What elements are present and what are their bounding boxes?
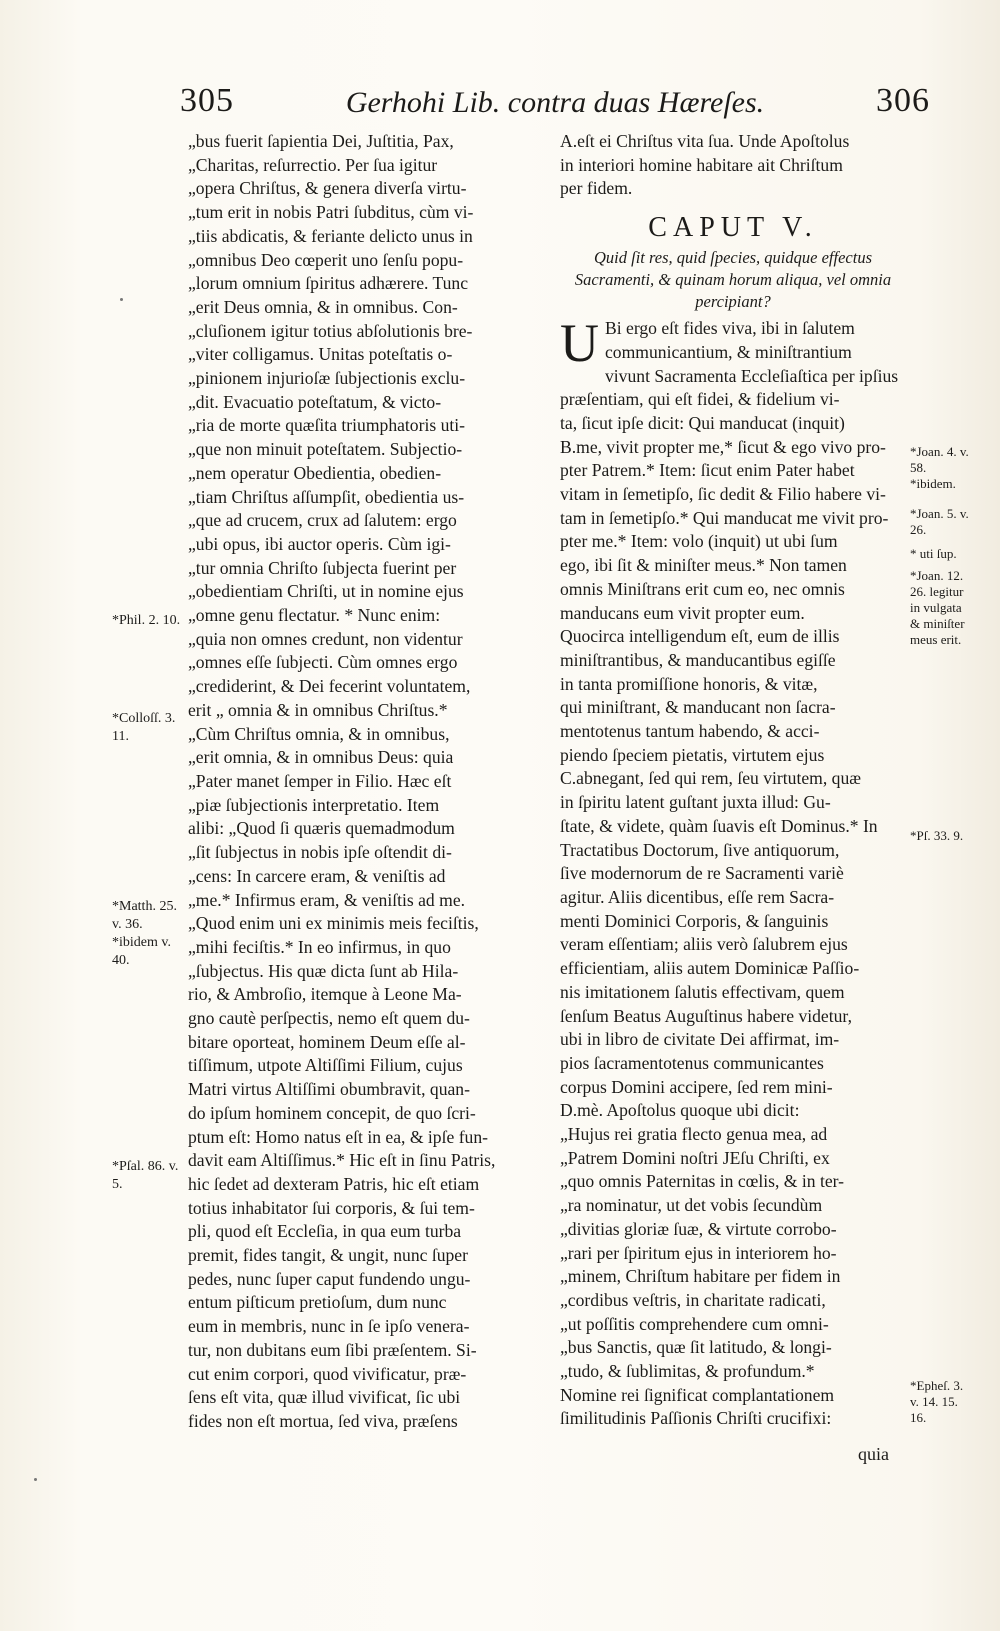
text-line: veram eſſentiam; aliis verò ſalubrem ejus — [560, 934, 848, 955]
text-line: alibi: „Quod ſi quæris quemadmodum — [188, 818, 455, 839]
text-line: totius inhabitator ſui corporis, & ſui tem- — [188, 1197, 475, 1218]
page-number-left: 305 — [180, 82, 234, 119]
text-line: ſtate, & videte, quàm ſuavis eſt Dominus.* In — [560, 815, 878, 836]
text-line: menti Dominici Corporis, & ſanguinis — [560, 910, 829, 931]
text-line: qui miniſtrant, & manducant non ſacra- — [560, 697, 836, 718]
text-line: Quocirca intelligendum eſt, eum de illis — [560, 626, 840, 647]
text-line: ſimilitudinis Paſſionis Chriſti crucifixi: — [560, 1408, 832, 1429]
text-line: efficientiam, aliis autem Dominicæ Paſſio- — [560, 958, 860, 979]
text-line: pter me.* Item: volo (inquit) ut ubi ſum — [560, 531, 838, 552]
chapter-title: CAPUT V. — [648, 212, 818, 244]
text-line: C.abnegant, ſed qui rem, ſeu virtutem, quæ — [560, 768, 861, 789]
margin-note-right-5: *Pſ. 33. 9. — [910, 828, 964, 843]
text-line: „Patrem Domini noſtri JEſu Chriſti, ex — [560, 1147, 830, 1168]
text-line: vivunt Sacramenta Eccleſiaſtica per ipſius — [605, 365, 899, 386]
text-line: „me.* Infirmus eram, & veniſtis ad me. — [188, 889, 466, 910]
text-line: „tiis abdicatis, & feriante delicto unus in — [188, 225, 473, 246]
text-line: A.eſt ei Chriſtus vita ſua. Unde Apoſtolus — [560, 131, 850, 151]
text-line: nis imitationem ſalutis effectivam, quem — [560, 981, 845, 1002]
text-line: manducans eum vivit propter eum. — [560, 602, 805, 623]
text-line: „ra nominatur, ut det vobis ſecundùm — [560, 1195, 823, 1216]
text-line: in ſpiritu latent guſtant juxta illud: Gu- — [560, 792, 831, 813]
text-line: piendo ſpeciem pietatis, virtutem ejus — [560, 744, 825, 765]
text-line: davit eam Altiſſimus.* Hic eſt in ſinu Patris, — [188, 1150, 496, 1171]
text-line: rio, & Ambroſio, itemque à Leone Ma- — [188, 984, 462, 1005]
margin-note-left-4: *Pſal. 86. v. 5. — [112, 1159, 179, 1192]
text-line: „que non minuit poteſtatem. Subjectio- — [188, 439, 463, 460]
paper-speck — [34, 1478, 37, 1481]
text-line: „viter colligamus. Unitas poteſtatis o- — [188, 344, 453, 365]
text-line: „erit Deus omnia, & in omnibus. Con- — [188, 296, 458, 317]
text-line: Tractatibus Doctorum, ſive antiquorum, — [560, 839, 840, 860]
text-line: „quia non omnes credunt, non videntur — [188, 628, 463, 649]
text-line: „Charitas, reſurrectio. Per ſua igitur — [188, 154, 438, 175]
text-line: „bus fuerit ſapientia Dei, Juſtitia, Pax, — [188, 131, 454, 151]
text-line: gno cautè perſpectis, nemo eſt quem du- — [188, 1008, 470, 1029]
text-line: „cordibus veſtris, in charitate radicati, — [560, 1289, 826, 1310]
text-line: „rari per ſpiritum ejus in interiorem ho- — [560, 1242, 837, 1263]
text-line: „Cùm Chriſtus omnia, & in omnibus, — [188, 723, 450, 744]
text-line: pter Patrem.* Item: ſicut enim Pater habet — [560, 460, 855, 481]
text-line: Nomine rei ſignificat complantationem — [560, 1384, 835, 1405]
text-line: ſive modernorum de re Sacramenti variè — [560, 863, 844, 884]
text-line: pedes, nunc ſuper caput fundendo ungu- — [188, 1268, 471, 1289]
text-line: „Hujus rei gratia flecto genua mea, ad — [560, 1124, 828, 1145]
text-line: ſens eſt vita, quæ illud vivificat, ſic ubi — [188, 1387, 461, 1408]
text-line: „omnes eſſe ſubjecti. Cùm omnes ergo — [188, 652, 458, 673]
text-line: „ria de morte quæſita triumphatoris uti- — [188, 415, 466, 436]
text-line: omnis Miniſtrans erit cum eo, nec omnis — [560, 578, 845, 599]
text-line: „tur omnia Chriſto ſubjecta fuerint per — [188, 557, 457, 578]
text-line: „minem, Chriſtum habitare per fidem in — [560, 1266, 841, 1287]
text-line: „crediderint, & Dei fecerint voluntatem, — [188, 676, 471, 697]
text-line: in interiori homine habitare ait Chriſtum — [560, 154, 843, 175]
text-line: ta, ſicut ipſe dicit: Qui manducat (inquit) — [560, 412, 845, 433]
text-line: „ſubjectus. His quæ dicta ſunt ab Hila- — [188, 960, 459, 981]
text-line: entum piſticum pretioſum, dum nunc — [188, 1292, 447, 1313]
text-line: pios ſacramentotenus communicantes — [560, 1052, 824, 1073]
text-line: tiſſimum, utpote Altiſſimi Filium, cujus — [188, 1055, 463, 1076]
running-title: Gerhohi Lib. contra duas Hæreſes. — [345, 86, 765, 119]
margin-note-right-1: *Joan. 4. v. 58. *ibidem. — [910, 444, 969, 491]
margin-note-left-1: *Phil. 2. 10. — [112, 613, 181, 628]
margin-note-right-3: * uti ſup. — [910, 546, 957, 561]
text-line: erit „ omnia & in omnibus Chriſtus.* — [188, 699, 448, 720]
text-line: B.me, vivit propter me,* ſicut & ego vivo pro- — [560, 436, 886, 457]
text-line: „ubi opus, ibi auctor operis. Cùm igi- — [188, 533, 451, 554]
margin-note-right-2: *Joan. 5. v. 26. — [910, 506, 969, 537]
text-line: agitur. Aliis dicentibus, eſſe rem Sacra- — [560, 886, 835, 907]
text-line: „erit omnia, & in omnibus Deus: quia — [188, 747, 454, 768]
text-line: „obedientiam Chriſti, ut in nomine ejus — [188, 581, 464, 602]
text-line: „cens: In carcere eram, & veniſtis ad — [188, 865, 446, 886]
text-line: do ipſum hominem concepit, de quo ſcri- — [188, 1102, 476, 1123]
text-line: „tudo, & ſublimitas, & profundum.* — [560, 1361, 815, 1382]
text-line: „ſit ſubjectus in nobis ipſe oſtendit di- — [188, 842, 452, 863]
text-line: bitare oporteat, hominem Deum eſſe al- — [188, 1031, 466, 1052]
text-line: eum in membris, nunc in ſe ipſo venera- — [188, 1316, 470, 1337]
text-line: „dit. Evacuatio poteſtatum, & victo- — [188, 391, 442, 412]
margin-note-right-6: *Epheſ. 3. v. 14. 15. 16. — [910, 1378, 964, 1425]
text-line: miniſtrantibus, & manducantibus egiſſe — [560, 649, 836, 670]
text-line: „lorum omnium ſpiritus adhærere. Tunc — [188, 273, 469, 294]
text-line: „tum erit in nobis Patri ſubditus, cùm vi- — [188, 202, 474, 223]
chapter-subtitle: Quid ſit res, quid ſpecies, quidque effectus Sacramenti, & quinam horum aliqua, vel omnia percipiant? — [574, 248, 892, 312]
text-line: „mihi feciſtis.* In eo infirmus, in quo — [188, 936, 451, 957]
margin-note-left-3: *Matth. 25. v. 36. *ibidem v. 40. — [112, 899, 177, 968]
text-line: præſentiam, qui eſt fidei, & fidelium vi- — [560, 389, 840, 410]
text-line: Bi ergo eſt fides viva, ibi in ſalutem — [605, 318, 855, 339]
text-line: vitam in ſemetipſo, ſic dedit & Filio habere vi- — [560, 484, 886, 505]
text-line: mentotenus tantum habendo, & acci- — [560, 721, 820, 742]
paper-speck — [120, 298, 123, 301]
text-line: „bus Sanctis, quæ ſit latitudo, & longi- — [560, 1337, 832, 1358]
text-line: ptum eſt: Homo natus eſt in ea, & ipſe fun- — [188, 1126, 489, 1147]
text-line: „tiam Chriſtus aſſumpſit, obedientia us- — [188, 486, 465, 507]
text-line: Matri virtus Altiſſimi obumbravit, quan- — [188, 1079, 470, 1100]
page-number-right: 306 — [876, 82, 930, 119]
text-line: „pinionem injurioſæ ſubjectionis exclu- — [188, 368, 466, 389]
text-line: „omne genu flectatur. * Nunc enim: — [188, 605, 441, 626]
text-line: ſenſum Beatus Auguſtinus habere videtur, — [560, 1005, 852, 1026]
text-line: communicantium, & miniſtrantium — [605, 341, 852, 362]
text-line: „divitias gloriæ ſuæ, & virtute corrobo- — [560, 1218, 837, 1239]
text-line: „nem operatur Obedientia, obedien- — [188, 462, 442, 483]
left-column — [188, 130, 540, 1434]
text-line: „quo omnis Paternitas in cœlis, & in ter- — [560, 1171, 845, 1192]
text-line: hic ſedet ad dexteram Patris, hic eſt etiam — [188, 1173, 480, 1194]
text-line: pli, quod eſt Eccleſia, in qua eum turba — [188, 1221, 462, 1242]
right-column — [560, 130, 906, 1431]
text-line: „Quod enim uni ex minimis meis feciſtis, — [188, 913, 479, 934]
text-line: „que ad crucem, crux ad ſalutem: ergo — [188, 510, 457, 531]
page-header — [180, 82, 930, 130]
text-line: „opera Chriſtus, & genera diverſa virtu- — [188, 178, 467, 199]
text-line: tam in ſemetipſo.* Qui manducat me vivit pro- — [560, 507, 889, 528]
text-line: premit, fides tangit, & ungit, nunc ſuper — [188, 1245, 468, 1266]
text-line: „piæ ſubjectionis interpretatio. Item — [188, 794, 440, 815]
drop-initial: U — [560, 313, 599, 374]
text-line: „Pater manet ſemper in Filio. Hæc eſt — [188, 770, 452, 791]
catchword: quia — [858, 1444, 889, 1464]
margin-note-left-2: *Colloſſ. 3. 11. — [112, 711, 176, 744]
text-line: in tanta promiſſione honoris, & vitæ, — [560, 673, 818, 694]
text-line: ego, ibi ſit & miniſter meus.* Non tamen — [560, 555, 847, 576]
text-line: cut enim corpori, quod vivificatur, præ- — [188, 1363, 467, 1384]
text-line: tur, non dubitans eum ſibi præſentem. Si- — [188, 1339, 477, 1360]
text-line: D.mè. Apoſtolus quoque ubi dicit: — [560, 1100, 800, 1121]
text-line: „omnibus Deo cœperit uno ſenſu popu- — [188, 249, 464, 270]
text-line: fides non eſt mortua, ſed viva, præſens — [188, 1410, 458, 1431]
text-line: „cluſionem igitur totius abſolutionis bre- — [188, 320, 473, 341]
text-line: ubi in libro de civitate Dei affirmat, im- — [560, 1029, 840, 1050]
text-line: corpus Domini accipere, ſed rem mini- — [560, 1076, 833, 1097]
text-line: „ut poſſitis comprehendere cum omni- — [560, 1313, 829, 1334]
margin-note-right-4: *Joan. 12. 26. legitur in vulgata & miniſter meus erit. — [910, 568, 965, 647]
text-line: per fidem. — [560, 178, 633, 199]
